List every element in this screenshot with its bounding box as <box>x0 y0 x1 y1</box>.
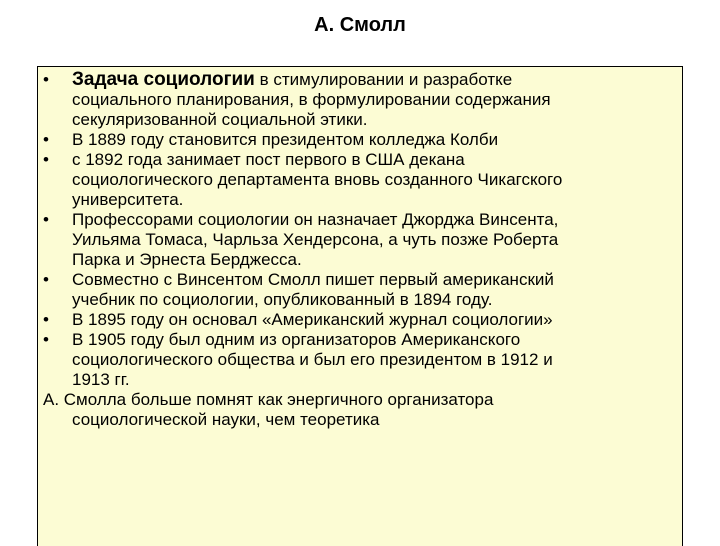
list-item-line: социального планирования, в формулировании содержания <box>72 90 551 109</box>
bullet-list <box>43 70 683 430</box>
bullet-icon: • <box>43 330 49 349</box>
list-item-task <box>43 70 683 130</box>
closing-paragraph <box>43 390 683 430</box>
bullet-icon: • <box>43 270 49 289</box>
list-item-line: Парка и Эрнеста Берджесса. <box>72 250 302 269</box>
bullet-icon: • <box>43 150 49 169</box>
list-item-line: секуляризованной социальной этики. <box>72 110 368 129</box>
bullet-icon: • <box>43 130 49 149</box>
list-item-line: в стимулировании и разработке <box>254 70 513 89</box>
slide-title: А. Смолл <box>314 14 406 36</box>
list-item-line: В 1905 году был одним из организаторов Американского <box>72 330 521 349</box>
list-item-first-line <box>72 70 683 90</box>
bullet-icon: • <box>43 310 49 329</box>
bullet-icon: • <box>43 70 49 89</box>
list-item-journal <box>43 310 683 330</box>
list-item-line: социологического департамента вновь созданного Чикагского <box>72 170 563 189</box>
list-item-line: В 1895 году он основал «Американский журнал социологии» <box>72 310 553 329</box>
list-item-chicago <box>43 150 683 210</box>
list-item-line: Уильяма Томаса, Чарльза Хендерсона, а чуть позже Роберта <box>72 230 559 249</box>
list-item-colby <box>43 130 683 150</box>
list-item-line: Совместно с Винсентом Смолл пишет первый американский <box>72 270 554 289</box>
list-item-line: университета. <box>72 190 184 209</box>
closing-line: социологической науки, чем теоретика <box>72 410 380 429</box>
list-item-lead: Задача социологии <box>72 69 255 90</box>
list-item-line: В 1889 году становится президентом колледжа Колби <box>72 130 499 149</box>
list-item-textbook <box>43 270 683 310</box>
list-item-line: социологического общества и был его президентом в 1912 и <box>72 350 553 369</box>
list-item-society <box>43 330 683 390</box>
list-item-line: учебник по социологии, опубликованный в 1894 году. <box>72 290 493 309</box>
list-item-professors <box>43 210 683 270</box>
closing-line: А. Смолла больше помнят как энергичного организатора <box>43 390 494 409</box>
list-item-line: с 1892 года занимает пост первого в США декана <box>72 150 465 169</box>
list-item-line: Профессорами социологии он назначает Джорджа Винсента, <box>72 210 559 229</box>
list-item-line: 1913 гг. <box>72 370 130 389</box>
bullet-icon: • <box>43 210 49 229</box>
